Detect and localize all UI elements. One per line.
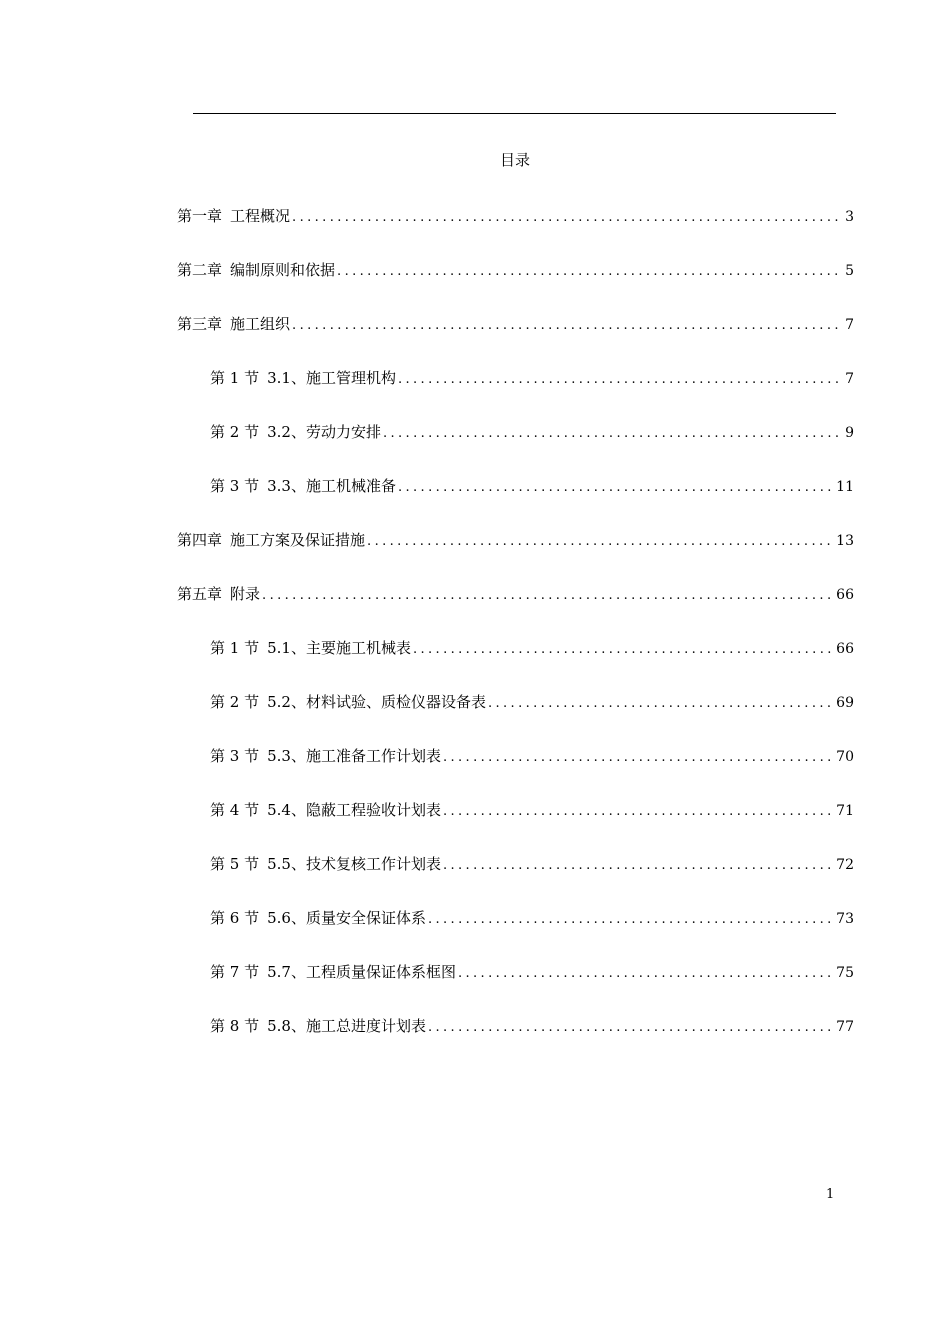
toc-entry-label: 施工方案及保证措施 bbox=[230, 531, 366, 549]
toc-entry-number: 第 2 节 bbox=[210, 693, 260, 711]
page-number: 1 bbox=[826, 1187, 835, 1202]
toc-entry-page: 70 bbox=[836, 749, 854, 765]
toc-entry-number: 第 6 节 bbox=[210, 909, 260, 927]
toc-entry-chapter[interactable] bbox=[177, 529, 854, 551]
dot-leader bbox=[458, 963, 833, 985]
toc-entry-label: 5.6、质量安全保证体系 bbox=[267, 909, 426, 927]
toc-entry-page: 73 bbox=[836, 911, 854, 927]
toc-entry-section[interactable] bbox=[210, 745, 854, 767]
dot-leader bbox=[488, 693, 833, 715]
toc-entry-page: 72 bbox=[836, 857, 854, 873]
toc-entry-label: 5.5、技术复核工作计划表 bbox=[267, 855, 441, 873]
dot-leader bbox=[292, 315, 842, 337]
toc-entry-label: 5.1、主要施工机械表 bbox=[267, 639, 411, 657]
toc-entry-number: 第 7 节 bbox=[210, 963, 260, 981]
toc-entry-number: 第 4 节 bbox=[210, 801, 260, 819]
toc-entry-page: 69 bbox=[836, 695, 854, 711]
dot-leader bbox=[262, 585, 833, 607]
toc-entry-label: 3.3、施工机械准备 bbox=[267, 477, 396, 495]
toc-entry-page: 66 bbox=[836, 587, 854, 603]
dot-leader bbox=[428, 1017, 833, 1039]
toc-entry-label: 5.2、材料试验、质检仪器设备表 bbox=[267, 693, 486, 711]
toc-entry-number: 第五章 bbox=[177, 585, 223, 603]
toc-entry-label: 施工组织 bbox=[230, 315, 291, 333]
toc-entry-label: 编制原则和依据 bbox=[230, 261, 336, 279]
toc-entry-section[interactable] bbox=[210, 853, 854, 875]
toc-entry-page: 71 bbox=[836, 803, 854, 819]
toc-entry-label: 3.2、劳动力安排 bbox=[267, 423, 381, 441]
dot-leader bbox=[443, 747, 833, 769]
toc-entry-label: 3.1、施工管理机构 bbox=[267, 369, 396, 387]
toc-entry-label: 5.7、工程质量保证体系框图 bbox=[267, 963, 456, 981]
toc-entry-number: 第 2 节 bbox=[210, 423, 260, 441]
dot-leader bbox=[398, 477, 833, 499]
toc-entry-page: 7 bbox=[845, 317, 854, 333]
dot-leader bbox=[383, 423, 842, 445]
toc-entry-section[interactable] bbox=[210, 907, 854, 929]
dot-leader bbox=[337, 261, 842, 283]
toc-entry-section[interactable] bbox=[210, 1015, 854, 1037]
toc-entry-label: 工程概况 bbox=[230, 207, 291, 225]
toc-entry-chapter[interactable] bbox=[177, 205, 854, 227]
toc-entry-page: 9 bbox=[845, 425, 854, 441]
toc-entry-number: 第 1 节 bbox=[210, 639, 260, 657]
toc-entry-section[interactable] bbox=[210, 799, 854, 821]
toc-entry-number: 第 5 节 bbox=[210, 855, 260, 873]
toc-entry-section[interactable] bbox=[210, 367, 854, 389]
toc-title: 目录 bbox=[499, 151, 530, 169]
dot-leader bbox=[292, 207, 842, 229]
toc-entry-page: 13 bbox=[836, 533, 854, 549]
dot-leader bbox=[367, 531, 833, 553]
toc-entry-label: 5.4、隐蔽工程验收计划表 bbox=[267, 801, 441, 819]
dot-leader bbox=[443, 855, 833, 877]
toc-entry-chapter[interactable] bbox=[177, 313, 854, 335]
toc-entry-number: 第 3 节 bbox=[210, 747, 260, 765]
toc-entry-section[interactable] bbox=[210, 637, 854, 659]
toc-entry-chapter[interactable] bbox=[177, 259, 854, 281]
toc-entry-number: 第三章 bbox=[177, 315, 223, 333]
toc-entry-page: 75 bbox=[836, 965, 854, 981]
toc-entry-number: 第 1 节 bbox=[210, 369, 260, 387]
dot-leader bbox=[398, 369, 842, 391]
toc-entry-page: 5 bbox=[845, 263, 854, 279]
dot-leader bbox=[443, 801, 833, 823]
toc-entry-number: 第 3 节 bbox=[210, 477, 260, 495]
toc-entry-page: 3 bbox=[845, 209, 854, 225]
toc-entry-number: 第一章 bbox=[177, 207, 223, 225]
header-rule bbox=[193, 113, 836, 114]
toc-entry-page: 66 bbox=[836, 641, 854, 657]
toc-entry-label: 5.3、施工准备工作计划表 bbox=[267, 747, 441, 765]
toc-entry-number: 第二章 bbox=[177, 261, 223, 279]
toc-entry-section[interactable] bbox=[210, 961, 854, 983]
toc-entry-section[interactable] bbox=[210, 421, 854, 443]
toc-entry-label: 5.8、施工总进度计划表 bbox=[267, 1017, 426, 1035]
toc-entry-number: 第四章 bbox=[177, 531, 223, 549]
dot-leader bbox=[413, 639, 833, 661]
toc-entry-page: 7 bbox=[845, 371, 854, 387]
toc-entry-page: 77 bbox=[836, 1019, 854, 1035]
toc-entry-section[interactable] bbox=[210, 475, 854, 497]
toc-entry-chapter[interactable] bbox=[177, 583, 854, 605]
toc-entry-number: 第 8 节 bbox=[210, 1017, 260, 1035]
toc-entry-label: 附录 bbox=[230, 585, 261, 603]
dot-leader bbox=[428, 909, 833, 931]
toc-entry-page: 11 bbox=[836, 479, 854, 495]
toc-entry-section[interactable] bbox=[210, 691, 854, 713]
